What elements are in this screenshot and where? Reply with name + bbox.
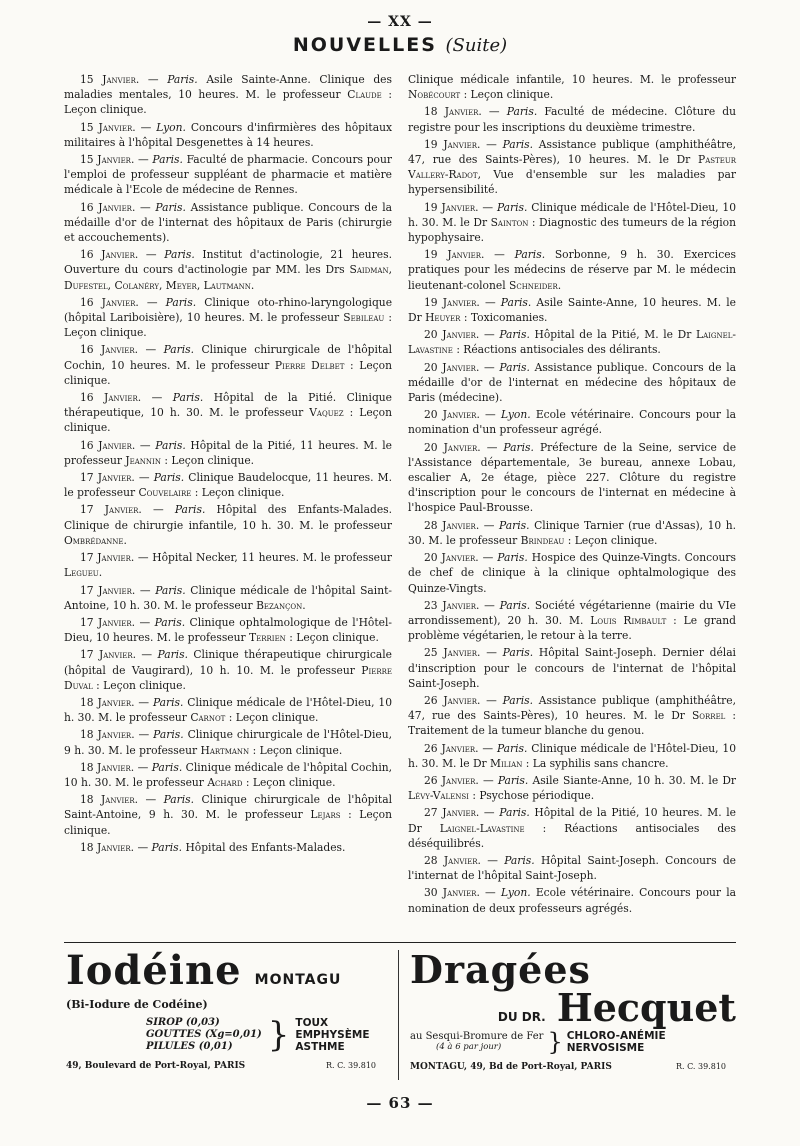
entry-date: 15 Janvier.	[80, 153, 135, 167]
entry-date: 17 Janvier.	[80, 503, 142, 517]
news-entry: 17 Janvier. — Hôpital Necker, 11 heures. M. le professeur Legueu.	[64, 551, 392, 580]
entry-city: Paris.	[155, 200, 186, 214]
news-entry: 20 Janvier. — Paris. Préfecture de la Seine, service de l'Assistance départementale, 3e bureau, annexe Lobau, escalier A, 2e étage, pièce 227. Clôture du registre d'inscription pour le concours de l'internat en médecine à l'hospice Paul-Brousse.	[408, 440, 737, 515]
ad-iodeine-ref: R. C. 39.810	[325, 1061, 376, 1070]
ad-hecquet-name: Hecquet	[556, 985, 736, 1030]
ad-iodeine-forms-row	[146, 1017, 386, 1053]
entry-date: 18 Janvier.	[424, 105, 482, 119]
news-entry: 26 Janvier. — Paris. Assistance publique (amphithéâtre, 47, rue des Saints-Pères), 10 heures. M. le Dr Sorrel : Traitement de la tumeur blanche du genou.	[408, 693, 736, 738]
entry-city: Paris.	[502, 646, 534, 660]
entry-text: Hôpital de la Pitié, M. le Dr	[534, 328, 692, 342]
ad-hecquet-prefix: DU DR.	[497, 1010, 546, 1024]
entry-city: Paris.	[499, 518, 530, 532]
entry-person: Pasteur Vallery-Radot,	[408, 153, 736, 182]
news-entry: 18 Janvier. — Paris. Clinique chirurgicale de l'Hôtel-Dieu, 9 h. 30. M. le professeur Hartmann : Leçon clinique.	[64, 728, 392, 757]
entry-text: Clinique médicale infantile, 10 heures. M. le professeur	[408, 73, 736, 86]
entry-text: Clinique chirurgicale de l'Hôtel-Dieu, 9 h. 30. M. le professeur	[64, 728, 392, 757]
ad-dragees-brand: Dragées	[410, 947, 591, 992]
entry-city: Paris.	[499, 598, 531, 612]
entry-date: 20 Janvier.	[424, 328, 480, 342]
ad-iodeine-indications	[295, 1017, 369, 1053]
entry-person: Ombrédanne.	[64, 533, 127, 547]
entry-person: Lévy-Valensi	[408, 789, 469, 803]
entry-after: : Toxicomanies.	[463, 311, 548, 325]
entry-city: Paris.	[163, 343, 195, 357]
entry-city: Paris.	[164, 248, 195, 262]
news-entry: 15 Janvier. — Paris. Asile Sainte-Anne. Clinique des maladies mentales, 10 heures. M. le professeur Claude : Leçon clinique.	[64, 73, 392, 117]
entry-after: : Traitement de la tumeur blanche du genou.	[408, 709, 736, 738]
entry-after: : Leçon clinique.	[245, 775, 336, 789]
ad-dragees-hecquet	[410, 947, 736, 1080]
entry-person: Laignel-Lavastine	[439, 821, 525, 835]
entry-city: Paris.	[152, 695, 184, 709]
ad-hecquet-indication: NERVOSISME	[566, 1042, 645, 1054]
news-entry: 27 Janvier. — Paris. Hôpital de la Pitié, 10 heures. M. le Dr Laignel-Lavastine : Réactions antisociales des déséquilibrés.	[408, 806, 736, 850]
entry-date: 18 Janvier.	[80, 840, 135, 854]
entry-after: : Leçon clinique.	[64, 358, 392, 387]
entry-text: Faculté de médecine. Clôture du registre pour les inscriptions du deuxième trimestre.	[408, 105, 736, 134]
entry-city: Paris.	[153, 471, 185, 485]
entry-person: Claude	[347, 88, 382, 102]
entry-text: Ecole vétérinaire. Concours pour la nomination d'un professeur agrégé.	[408, 408, 737, 437]
ad-iodeine-address: 49, Boulevard de Port-Royal, PARIS	[66, 1061, 246, 1071]
entry-date: 20 Janvier.	[424, 551, 479, 565]
ad-iodeine-indication: EMPHYSÈME	[295, 1029, 370, 1041]
entry-city: Paris.	[497, 773, 529, 787]
entry-text: Hôpital de la Pitié, 10 heures. M. le Dr	[408, 806, 736, 835]
news-entry: 19 Janvier. — Paris. Asile Sainte-Anne, 10 heures. M. le Dr Heuyer : Toxicomanies.	[408, 295, 737, 325]
ad-hecquet-indications	[567, 1030, 666, 1054]
entry-date: 30 Janvier.	[424, 886, 480, 900]
entry-text: Hôpital Necker, 11 heures. M. le professeur	[152, 551, 392, 565]
ad-hecquet-desc-row	[410, 1030, 736, 1054]
entry-person: Heuyer	[425, 311, 461, 325]
entry-person: Lejars	[310, 808, 341, 822]
entry-person: Sorrel	[691, 709, 726, 723]
news-entry: 20 Janvier. — Paris. Assistance publique. Concours de la médaille d'or de l'internat en médecine des hôpitaux de Paris (médecine).	[408, 360, 736, 405]
news-entry: 18 Janvier. — Paris. Hôpital des Enfants-Malades.	[80, 840, 346, 854]
news-entry: 17 Janvier. — Paris. Clinique Baudelocque, 11 heures. M. le professeur Couvelaire : Leçon clinique.	[64, 471, 392, 500]
entry-city: Paris.	[155, 438, 186, 452]
page-number: — 63 —	[366, 1094, 434, 1112]
news-entry: 30 Janvier. — Lyon. Ecole vétérinaire. Concours pour la nomination de deux professeurs agrégés.	[408, 886, 737, 915]
ad-iodeine-forms	[146, 1017, 262, 1053]
ad-separator-rule	[64, 942, 736, 943]
ad-iodeine-description: (Bi-Iodure de Codéine)	[66, 998, 208, 1011]
entry-text: Hôpital des Enfants-Malades.	[185, 840, 346, 854]
entry-after: : Réactions antisociales des déséquilibrés.	[408, 821, 736, 850]
entry-date: 28 Janvier.	[424, 853, 481, 867]
entry-after: : Diagnostic des tumeurs de la région hypophysaire.	[408, 215, 736, 245]
news-entry: 20 Janvier. — Lyon. Ecole vétérinaire. Concours pour la nomination d'un professeur agrégé.	[408, 408, 737, 437]
news-columns	[64, 72, 736, 936]
entry-text: Clinique médicale de l'hôpital Saint-Antoine, 10 h. 30. M. le professeur	[64, 583, 392, 612]
ad-hecquet-footer	[410, 1062, 736, 1072]
entry-text: Clinique médicale de l'Hôtel-Dieu, 10 h. 30. M. le Dr	[408, 200, 737, 229]
news-entry: 26 Janvier. — Paris. Clinique médicale de l'Hôtel-Dieu, 10 h. 30. M. le Dr Milian : La syphilis sans chancre.	[408, 741, 737, 770]
entry-text: Assistance publique. Concours de la médaille d'or de l'internat des hôpitaux de Paris (chirurgie et accouchements).	[64, 200, 392, 245]
entry-text: Asile Siante-Anne, 10 h. 30. M. le Dr	[532, 773, 736, 787]
ad-iodeine	[66, 947, 386, 1080]
entry-after: : Leçon clinique.	[64, 406, 392, 435]
entry-date: 16 Janvier.	[80, 438, 136, 452]
entry-person: Sainton	[490, 215, 529, 229]
news-entry: 16 Janvier. — Paris. Clinique oto-rhino-laryngologique (hôpital Lariboisière), 10 heures. M. le professeur Sebileau : Leçon clinique.	[64, 295, 393, 340]
entry-person: Saidman, Dufestel, Colanéry, Meyer, Lautmann.	[64, 263, 392, 292]
entry-city: Paris.	[497, 551, 528, 565]
brace-glyph: }	[547, 1028, 563, 1056]
entry-person: Pierre Duval	[64, 663, 392, 692]
news-entry: 25 Janvier. — Paris. Hôpital Saint-Joseph. Dernier délai d'inscription pour le concours de l'internat de l'hôpital Saint-Joseph.	[408, 646, 736, 690]
entry-city: Paris.	[151, 760, 183, 774]
entry-date: 20 Janvier.	[424, 360, 480, 374]
entry-after: : Psychose périodique.	[472, 789, 595, 803]
entry-city: Paris.	[496, 741, 528, 755]
entry-date: 19 Janvier.	[424, 248, 485, 262]
news-entry: 23 Janvier. — Paris. Société végétarienne (mairie du VIe arrondissement), 20 h. 30. M. Louis Rimbault : Le grand problème végétarien, le retour à la terre.	[408, 598, 736, 643]
news-entry: 16 Janvier. — Paris. Institut d'actinologie, 21 heures. Ouverture du cours d'actinologie par MM. les Drs Saidman, Dufestel, Colanéry, Meyer, Lautmann.	[64, 248, 393, 292]
entry-date: 26 Janvier.	[424, 773, 479, 787]
entry-city: Paris.	[174, 503, 206, 517]
news-entry: 26 Janvier. — Paris. Asile Siante-Anne, 10 h. 30. M. le Dr Lévy-Valensi : Psychose périodique.	[408, 773, 736, 803]
entry-date: 16 Janvier.	[80, 391, 142, 405]
entry-city: Paris.	[502, 137, 534, 151]
entry-text: Clinique médicale de l'hôpital Cochin, 10 h. 30. M. le professeur	[64, 760, 393, 789]
entry-person: Laignel-Lavastine	[408, 328, 737, 357]
entry-person: Terrien	[249, 631, 286, 645]
ad-hecquet-description: au Sesqui-Bromure de Fer	[410, 1031, 544, 1042]
ad-iodeine-form: PILULES (0,01)	[146, 1041, 233, 1052]
entry-person: Pierre Delbet	[274, 358, 345, 372]
entry-city: Paris.	[155, 583, 186, 597]
entry-date: 16 Janvier.	[80, 248, 139, 262]
news-entry: 16 Janvier. — Paris. Clinique chirurgicale de l'hôpital Cochin, 10 heures. M. le professeur Pierre Delbet : Leçon clinique.	[64, 343, 392, 387]
entry-text: Préfecture de la Seine, service de l'Assistance départementale, 3e bureau, annexe Lobau, escalier A, 2e étage, pièce 227. Clôture du registre d'inscription pour le concours de l'internat en médecine à l'hospice Paul-Brousse.	[408, 440, 737, 515]
news-entry	[408, 72, 736, 102]
entry-date: 17 Janvier.	[80, 471, 135, 485]
news-entry: 20 Janvier. — Paris. Hospice des Quinze-Vingts. Concours de chef de clinique à la clinique ophtalmologique des Quinze-Vingts.	[408, 551, 737, 595]
entry-person: Schneider.	[509, 278, 562, 292]
entry-after: : Leçon clinique.	[252, 743, 343, 757]
page-marker: — XX —	[367, 14, 433, 30]
entry-person: Nobécourt	[408, 88, 461, 102]
entry-after: : Le grand problème végétarien, le retour à la terre.	[408, 613, 736, 643]
ad-iodeine-footer	[66, 1061, 386, 1071]
entry-text: Clinique Tarnier (rue d'Assas), 10 h. 30. M. le professeur	[408, 518, 737, 547]
entry-city: Paris.	[152, 153, 183, 167]
entry-city: Paris.	[496, 200, 528, 214]
entry-after: : Leçon clinique.	[64, 311, 392, 340]
entry-after: : Leçon clinique.	[164, 453, 255, 467]
entry-city: Lyon.	[500, 408, 531, 422]
entry-person: Jeannin	[125, 453, 161, 467]
entry-city: Paris.	[153, 728, 184, 742]
entry-text: Asile Sainte-Anne, 10 heures. M. le Dr	[408, 295, 737, 325]
entry-text: Clinique oto-rhino-laryngologique (hôpital Lariboisière), 10 heures. M. le professeur	[64, 295, 393, 325]
entry-date: 15 Janvier.	[80, 73, 140, 86]
news-entry: 28 Janvier. — Paris. Hôpital Saint-Joseph. Concours de l'internat de l'hôpital Saint-Joseph.	[408, 853, 737, 883]
entry-city: Paris.	[163, 793, 195, 807]
brace-glyph: }	[267, 1015, 290, 1055]
entry-text: Asile Sainte-Anne. Clinique des maladies mentales, 10 heures. M. le professeur	[64, 73, 392, 102]
entry-date: 28 Janvier.	[424, 518, 480, 532]
entry-city: Paris.	[151, 840, 183, 854]
section-title	[0, 34, 800, 56]
ad-divider	[398, 950, 399, 1080]
news-entry: 19 Janvier. — Paris. Assistance publique (amphithéâtre, 47, rue des Saints-Pères), 10 heures. M. le Dr Pasteur Vallery-Radot, Vue d'ensemble sur les maladies par hypersensibilité.	[408, 137, 736, 197]
left-column	[64, 72, 392, 936]
entry-after: : Leçon clinique.	[194, 486, 285, 500]
ad-iodeine-form: SIROP (0,03)	[146, 1017, 220, 1028]
entry-after: : Leçon clinique.	[567, 533, 658, 547]
entry-city: Paris.	[500, 295, 532, 309]
entry-person: Legueu.	[64, 566, 103, 580]
entry-text: Assistance publique. Concours de la médaille d'or de l'internat en médecine des hôpitaux de Paris (médecine).	[408, 360, 736, 405]
entry-city: Paris.	[167, 73, 198, 86]
entry-date: 19 Janvier.	[424, 200, 479, 214]
section-subtitle: (Suite)	[445, 35, 508, 56]
entry-person: Sebileau	[343, 311, 385, 325]
entry-date: 17 Janvier.	[80, 551, 135, 565]
entry-city: Paris.	[157, 648, 188, 662]
entry-city: Lyon.	[156, 120, 186, 134]
ad-iodeine-brand: Iodéine	[66, 947, 242, 994]
entry-text: Faculté de pharmacie. Concours pour l'emploi de professeur suppléant de pharmacie et matière médicale à l'Ecole de médecine de Rennes.	[64, 153, 392, 197]
ad-hecquet-dose: (4 à 6 par jour)	[436, 1042, 502, 1052]
entry-text: Hôpital de la Pitié. Clinique thérapeutique, 10 h. 30. M. le professeur	[64, 391, 392, 420]
entry-after: : Leçon clinique.	[64, 808, 392, 837]
entry-city: Lyon.	[500, 886, 531, 900]
ad-hecquet-line	[410, 985, 736, 1030]
entry-text: Assistance publique (amphithéâtre, 47, rue des Saints-Pères), 10 heures. M. le Dr	[408, 693, 736, 723]
entry-date: 17 Janvier.	[80, 648, 137, 662]
entry-city: Paris.	[499, 806, 530, 820]
entry-date: 15 Janvier.	[80, 120, 136, 134]
entry-person: Achard	[207, 775, 243, 789]
entry-person: Bezançon.	[256, 598, 306, 612]
entry-date: 16 Janvier.	[80, 295, 139, 309]
entry-city: Paris.	[506, 105, 538, 119]
entry-person: Hartmann	[200, 743, 250, 757]
entry-city: Paris.	[503, 440, 534, 454]
entry-date: 18 Janvier.	[80, 760, 135, 774]
entry-text: Clinique médicale de l'Hôtel-Dieu, 10 h. 30. M. le professeur	[64, 695, 393, 725]
entry-text: Clinique thérapeutique chirurgicale (hôpital de Vaugirard), 10 h. 10. M. le professeur	[64, 648, 393, 677]
entry-date: 20 Janvier.	[424, 408, 480, 422]
right-column	[408, 72, 736, 936]
entry-text: Hôpital des Enfants-Malades. Clinique de chirurgie infantile, 10 h. 30. M. le professeur	[64, 503, 393, 532]
entry-person: Couvelaire	[138, 486, 192, 500]
ad-iodeine-form: GOUTTES (Xg=0,01)	[146, 1029, 262, 1040]
entry-city: Paris.	[504, 853, 535, 867]
news-entry: 16 Janvier. — Paris. Hôpital de la Pitié. Clinique thérapeutique, 10 h. 30. M. le professeur Vaquez : Leçon clinique.	[64, 391, 392, 435]
entry-text: Hospice des Quinze-Vingts. Concours de chef de clinique à la clinique ophtalmologique des Quinze-Vingts.	[408, 551, 737, 595]
entry-person: Louis Rimbault	[590, 613, 667, 627]
news-entry: 18 Janvier. — Paris. Clinique chirurgicale de l'hôpital Saint-Antoine, 9 h. 30. M. le professeur Lejars : Leçon clinique.	[64, 793, 392, 837]
entry-city: Paris.	[154, 615, 186, 629]
entry-text: Concours d'infirmières des hôpitaux militaires à l'hôpital Desgenettes à 14 heures.	[64, 120, 393, 149]
entry-text: Assistance publique (amphithéâtre, 47, rue des Saints-Pères), 10 heures. M. le Dr	[408, 137, 736, 167]
ad-hecquet-desc-block	[410, 1031, 543, 1053]
news-entry: 15 Janvier. — Lyon. Concours d'infirmières des hôpitaux militaires à l'hôpital Desgenettes à 14 heures.	[64, 120, 393, 149]
ad-hecquet-indication: CHLORO-ANÉMIE	[566, 1030, 666, 1042]
ad-iodeine-indication: ASTHME	[295, 1041, 345, 1053]
section-title-text: NOUVELLES	[292, 34, 437, 56]
entry-text: Hôpital Saint-Joseph. Concours de l'internat de l'hôpital Saint-Joseph.	[408, 853, 737, 883]
news-entry: 19 Janvier. — Paris. Sorbonne, 9 h. 30. Exercices pratiques pour les médecins de réserve par M. le médecin lieutenant-colonel Schneider.	[408, 248, 737, 292]
entry-text: Hôpital Saint-Joseph. Dernier délai d'inscription pour le concours de l'internat de l'hôpital Saint-Joseph.	[408, 646, 736, 690]
entry-text: Sorbonne, 9 h. 30. Exercices pratiques pour les médecins de réserve par M. le médecin lieutenant-colonel	[408, 248, 737, 292]
news-entry: 18 Janvier. — Paris. Clinique médicale de l'hôpital Cochin, 10 h. 30. M. le professeur Achard : Leçon clinique.	[64, 760, 393, 789]
entry-after: : Leçon clinique.	[228, 711, 319, 725]
ad-hecquet-ref: R. C. 39.810	[675, 1062, 726, 1071]
entry-date: 19 Janvier.	[424, 295, 480, 309]
news-entry: 17 Janvier. — Paris. Clinique thérapeutique chirurgicale (hôpital de Vaugirard), 10 h. 10. M. le professeur Pierre Duval : Leçon clinique.	[64, 648, 393, 692]
entry-after: : Leçon clinique.	[289, 631, 379, 645]
entry-person: Brindeau	[520, 533, 565, 547]
entry-date: 19 Janvier.	[424, 137, 481, 151]
entry-city: Paris.	[514, 248, 546, 262]
news-entry: 20 Janvier. — Paris. Hôpital de la Pitié, M. le Dr Laignel-Lavastine : Réactions antisociales des délirants.	[408, 328, 737, 357]
entry-text: Clinique Baudelocque, 11 heures. M. le professeur	[64, 471, 392, 500]
page-header	[0, 14, 800, 56]
news-entry: 17 Janvier. — Paris. Clinique médicale de l'hôpital Saint-Antoine, 10 h. 30. M. le professeur Bezançon.	[64, 583, 392, 612]
entry-after: : Leçon clinique.	[64, 88, 392, 117]
entry-text: Hôpital de la Pitié, 11 heures. M. le professeur	[64, 438, 392, 467]
entry-text: Institut d'actinologie, 21 heures. Ouverture du cours d'actinologie par MM. les Drs	[64, 248, 393, 277]
entry-after: Vue d'ensemble sur les maladies par hypersensibilité.	[408, 168, 736, 197]
ad-hecquet-address: MONTAGU, 49, Bd de Port-Royal, PARIS	[410, 1062, 612, 1072]
entry-date: 18 Janvier.	[80, 793, 139, 807]
ad-iodeine-maker: MONTAGU	[254, 972, 342, 988]
entry-person: Carnot	[190, 711, 226, 725]
news-entry: 18 Janvier. — Paris. Faculté de médecine. Clôture du registre pour les inscriptions du deuxième trimestre.	[408, 105, 736, 134]
news-entry: 17 Janvier. — Paris. Hôpital des Enfants-Malades. Clinique de chirurgie infantile, 10 h. 30. M. le professeur Ombrédanne.	[64, 503, 393, 547]
news-entry: 28 Janvier. — Paris. Clinique Tarnier (rue d'Assas), 10 h. 30. M. le professeur Brindeau : Leçon clinique.	[408, 518, 737, 547]
entry-after: : Leçon clinique.	[463, 88, 554, 102]
news-entry: 17 Janvier. — Paris. Clinique ophtalmologique de l'Hôtel-Dieu, 10 heures. M. le professeur Terrien : Leçon clinique.	[64, 615, 393, 645]
entry-date: 23 Janvier.	[424, 598, 480, 612]
entry-city: Paris.	[499, 328, 530, 342]
ad-iodeine-indication: TOUX	[295, 1017, 329, 1029]
entry-after: : La syphilis sans chancre.	[525, 756, 669, 770]
entry-city: Paris.	[165, 295, 197, 309]
entry-after: : Leçon clinique.	[96, 678, 186, 692]
entry-person: Vaquez	[309, 406, 344, 420]
entry-person: Milian	[490, 756, 523, 770]
news-entry: 16 Janvier. — Paris. Assistance publique. Concours de la médaille d'or de l'internat des hôpitaux de Paris (chirurgie et accouchements).	[64, 200, 392, 245]
entry-text: Clinique chirurgicale de l'hôpital Cochin, 10 heures. M. le professeur	[64, 343, 392, 372]
entry-text: Clinique chirurgicale de l'hôpital Saint-Antoine, 9 h. 30. M. le professeur	[64, 793, 392, 822]
entry-date: 16 Janvier.	[80, 343, 139, 357]
entry-date: 18 Janvier.	[80, 728, 135, 742]
entry-text: Clinique médicale de l'Hôtel-Dieu, 10 h. 30. M. le Dr	[408, 741, 737, 770]
entry-city: Paris.	[502, 693, 534, 707]
news-entry: 19 Janvier. — Paris. Clinique médicale de l'Hôtel-Dieu, 10 h. 30. M. le Dr Sainton : Diagnostic des tumeurs de la région hypophysaire.	[408, 200, 737, 245]
news-entry: 15 Janvier. — Paris. Faculté de pharmacie. Concours pour l'emploi de professeur suppléant de pharmacie et matière médicale à l'Ecole de médecine de Rennes.	[64, 153, 392, 197]
entry-date: 18 Janvier.	[80, 695, 135, 709]
entry-date: 17 Janvier.	[80, 583, 136, 597]
news-entry: 16 Janvier. — Paris. Hôpital de la Pitié, 11 heures. M. le professeur Jeannin : Leçon clinique.	[64, 438, 392, 467]
entry-text: Société végétarienne (mairie du VIe arrondissement), 20 h. 30. M.	[408, 598, 736, 627]
entry-date: 27 Janvier.	[424, 806, 480, 820]
entry-after: : Réactions antisociales des délirants.	[456, 343, 661, 357]
entry-date: 25 Janvier.	[424, 646, 481, 660]
entry-city: Paris.	[499, 360, 530, 374]
entry-date: 16 Janvier.	[80, 200, 136, 214]
entry-date: 17 Janvier.	[80, 615, 136, 629]
entry-date: 20 Janvier.	[424, 440, 481, 454]
entry-city: Paris.	[172, 391, 204, 405]
entry-text: Clinique ophtalmologique de l'Hôtel-Dieu, 10 heures. M. le professeur	[64, 615, 393, 645]
entry-text: Ecole vétérinaire. Concours pour la nomination de deux professeurs agrégés.	[408, 886, 737, 915]
entry-date: 26 Janvier.	[424, 693, 481, 707]
entry-date: 26 Janvier.	[424, 741, 479, 755]
news-entry: 18 Janvier. — Paris. Clinique médicale de l'Hôtel-Dieu, 10 h. 30. M. le professeur Carnot : Leçon clinique.	[64, 695, 393, 725]
